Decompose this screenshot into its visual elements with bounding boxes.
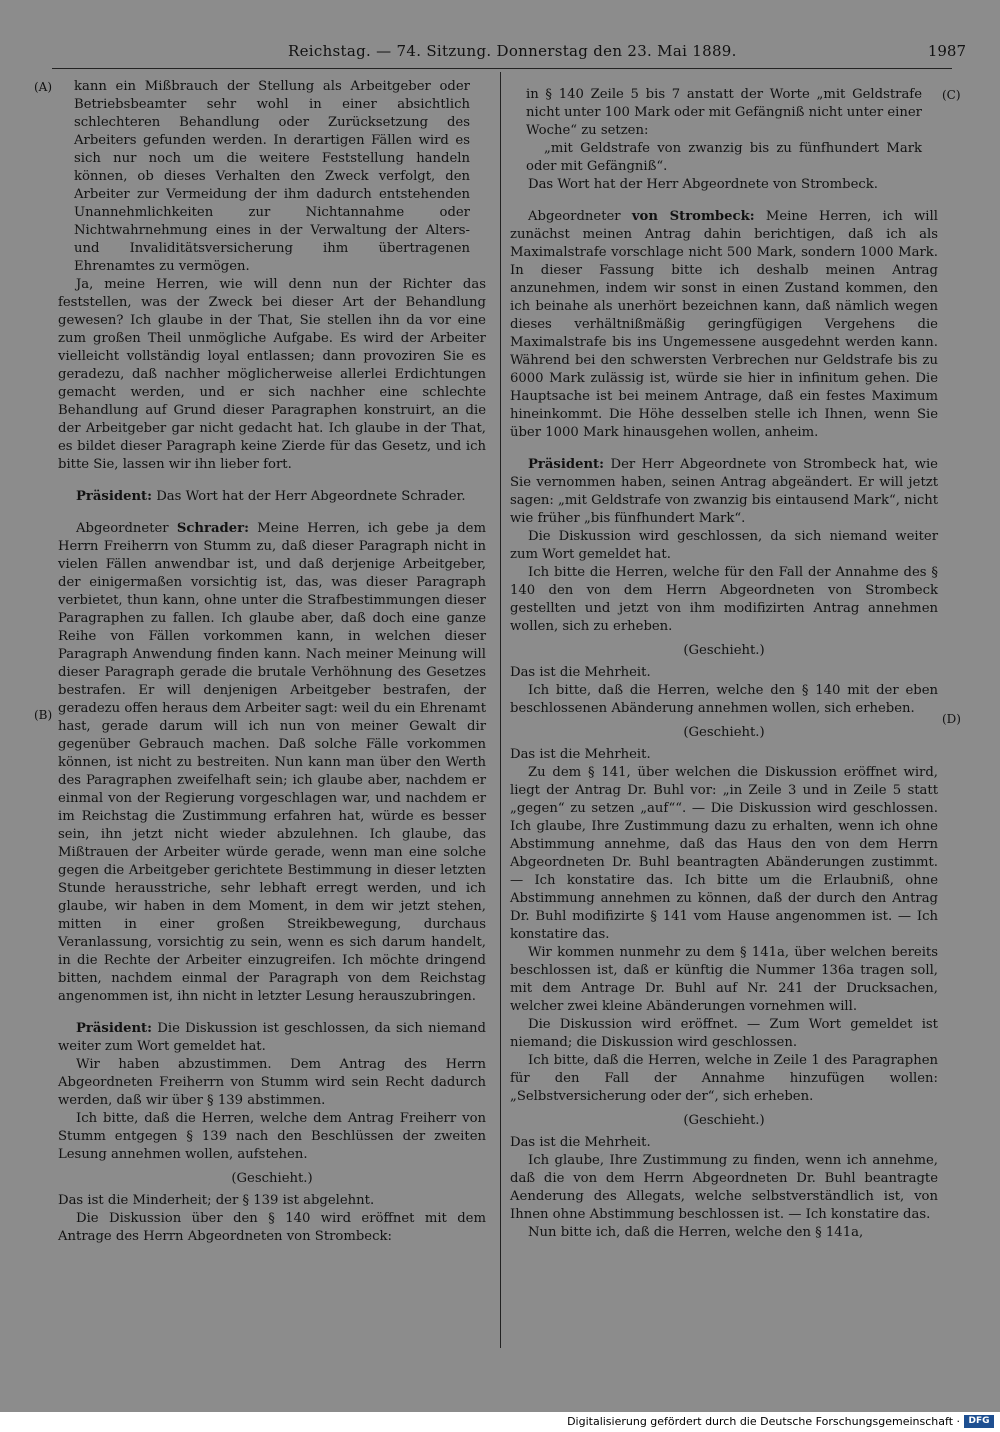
paragraph-text: Die Diskussion ist geschlossen, da sich niemand weiter zum Wort gemeldet hat.: [58, 1021, 486, 1054]
paragraph: Die Diskussion wird geschlossen, da sich niemand weiter zum Wort gemeldet hat.: [510, 529, 938, 562]
speaker-name: von Strombeck:: [631, 209, 755, 224]
stage-note: (Geschieht.): [683, 643, 765, 658]
page-header: [30, 40, 970, 64]
paragraph: Das Wort hat der Herr Abgeordnete von Strombeck.: [528, 177, 878, 192]
right-column: [510, 86, 938, 1242]
paragraph: [510, 208, 938, 442]
paragraph: [58, 488, 486, 506]
paragraph-text: Meine Herren, ich will zunächst meinen Antrag dahin berichtigen, daß ich als Maximalstrafe vorschlage nicht 500 Mark, sondern 1000 Mark. In dieser Fassung bitte ich deshalb meinen Antrag anzunehmen, indem wir sonst in einen Zustand kommen, den ich beinahe als unerhört bezeichnen kann, daß nämlich wegen dieses verhältnißmäßig geringfügigen Vergehens die Maximalstrafe bis ins Ungemessene ausgedehnt werden kann. Während bei den schwersten Verbrechen nur Geldstrafe bis zu 6000 Mark zulässig ist, würde sie hier in infinitum gehen. Die Hauptsache ist bei meinem Antrage, daß ein festes Maximum hineinkommt. Die Höhe desselben stelle ich Ihnen, wenn Sie über 1000 Mark hinausgehen wollen, anheim.: [510, 209, 938, 440]
paragraph: Ja, meine Herren, wie will denn nun der Richter das feststellen, was der Zweck bei dieser Art der Behandlung gewesen? Ich glaube in der That, Sie stellen ihn da vor eine zum großen Theil unmögliche Aufgabe. Es wird der Arbeiter vielleicht vollständig loyal entlassen; dann provoziren Sie es geradezu, daß nachher möglicherweise allerlei Erdichtungen gemacht werden, und er sich nachher eine schlechte Behandlung auf Grund dieser Paragraphen konstruirt, an die der Arbeitgeber gar nicht gedacht hat. Ich glaube in der That, es bildet dieser Paragraph keine Zierde für das Gesetz, und ich bitte Sie, lassen wir ihn lieber fort.: [58, 277, 486, 472]
stage-note: (Geschieht.): [683, 1113, 765, 1128]
amendment-quote: in § 140 Zeile 5 bis 7 anstatt der Worte „mit Geldstrafe nicht unter 100 Mark oder mit Gefängniß nicht unter einer Woche“ zu setzen:: [526, 87, 922, 138]
paragraph: [510, 456, 938, 528]
paragraph: Ich bitte, daß die Herren, welche den § 140 mit der eben beschlossenen Abänderung annehmen wollen, sich erheben.: [510, 683, 938, 716]
paragraph: Das ist die Mehrheit.: [510, 665, 651, 680]
paragraph: Die Diskussion über den § 140 wird eröffnet mit dem Antrage des Herrn Abgeordneten von Strombeck:: [58, 1211, 486, 1244]
paragraph: Nun bitte ich, daß die Herren, welche den § 141a,: [528, 1225, 864, 1240]
paragraph: Ich glaube, Ihre Zustimmung zu finden, wenn ich annehme, daß die von dem Herrn Abgeordneten Dr. Buhl beantragte Aenderung des Allegats, welche selbstverständlich ist, von Ihnen ohne Abstimmung beschlossen ist. — Ich konstatire das.: [510, 1153, 938, 1222]
speaker-name: Präsident:: [76, 1021, 153, 1036]
header-rule: [52, 68, 952, 69]
paragraph: Die Diskussion wird eröffnet. — Zum Wort gemeldet ist niemand; die Diskussion wird geschlossen.: [510, 1017, 938, 1050]
paragraph: Das ist die Mehrheit.: [510, 1135, 651, 1150]
digitization-credit: Digitalisierung gefördert durch die Deutsche Forschungsgemeinschaft ·: [567, 1415, 960, 1428]
margin-marker-b: (B): [34, 708, 53, 722]
speaker-name: Präsident:: [76, 489, 153, 504]
footer-bar: [0, 1412, 1000, 1432]
stage-note: (Geschieht.): [683, 725, 765, 740]
paragraph: Wir haben abzustimmen. Dem Antrag des Herrn Abgeordneten Freiherrn von Stumm wird sein Recht dadurch werden, daß wir über § 139 abstimmen.: [58, 1057, 486, 1108]
speaker-intro: Abgeordneter: [76, 521, 169, 536]
margin-marker-a: (A): [34, 80, 53, 94]
margin-marker-d: (D): [942, 712, 961, 726]
paragraph: Ich bitte die Herren, welche für den Fall der Annahme des § 140 den von dem Herrn Abgeordneten von Strombeck gestellten und jetzt von ihm modifizirten Antrag annehmen wollen, sich zu erheben.: [510, 565, 938, 634]
column-divider: [500, 72, 501, 1348]
paragraph: Das ist die Minderheit; der § 139 ist abgelehnt.: [58, 1193, 375, 1208]
paragraph: kann ein Mißbrauch der Stellung als Arbeitgeber oder Betriebsbeamter sehr wohl in einer absichtlich schlechteren Behandlung oder Zurücksetzung des Arbeiters gefunden werden. In derartigen Fällen wird es sich nur noch um die weitere Feststellung handeln können, ob dieses Verhalten den Zweck verfolgt, den Arbeiter zur Vermeidung der ihm dadurch entstehenden Unannehmlichkeiten zur Nichtannahme oder Nichtwahrnehmung eines in der Verwaltung der Alters- und Invaliditätsversicherung ihm übertragenen Ehrenamtes zu vermögen.: [74, 79, 470, 274]
paragraph: Das ist die Mehrheit.: [510, 747, 651, 762]
paragraph: [58, 520, 486, 1006]
stage-note: (Geschieht.): [231, 1171, 313, 1186]
left-column: [58, 78, 486, 1246]
page-number: 1987: [927, 42, 966, 60]
paragraph: Ich bitte, daß die Herren, welche dem Antrag Freiherr von Stumm entgegen § 139 nach den Beschlüssen der zweiten Lesung annehmen wollen, aufstehen.: [58, 1111, 486, 1162]
speaker-name: Schrader:: [176, 521, 249, 536]
paragraph: Zu dem § 141, über welchen die Diskussion eröffnet wird, liegt der Antrag Dr. Buhl vor: „in Zeile 3 und in Zeile 5 statt „gegen“ zu setzen „auf““. — Die Diskussion wird geschlossen. Ich glaube, Ihre Zustimmung dazu zu erhalten, wenn ich ohne Abstimmung annehme, daß das Haus den von dem Herrn Abgeordneten Dr. Buhl beantragten Abänderungen zustimmt. — Ich konstatire das. Ich bitte um die Erlaubniß, ohne Abstimmung annehmen zu können, daß der durch den Antrag Dr. Buhl modifizirte § 141 vom Hause angenommen ist. — Ich konstatire das.: [510, 765, 938, 942]
paragraph: Wir kommen nunmehr zu dem § 141a, über welchen bereits beschlossen ist, daß er künftig die Nummer 136a tragen soll, mit dem Antrage Dr. Buhl auf Nr. 241 der Drucksachen, welcher zwei kleine Abänderungen vornehmen will.: [510, 945, 938, 1014]
dfg-logo: DFG: [964, 1415, 994, 1428]
paragraph-text: Das Wort hat der Herr Abgeordnete Schrader.: [156, 489, 466, 504]
speaker-intro: Abgeordneter: [528, 209, 621, 224]
paragraph-text: Meine Herren, ich gebe ja dem Herrn Freiherrn von Stumm zu, daß dieser Paragraph nicht in vielen Fällen anwendbar ist, und daß derjenige Arbeitgeber, der einigermaßen vorsichtig ist, das, was dieser Paragraph verbietet, thun kann, ohne unter die Strafbestimmungen dieser Paragraphen zu fallen. Ich glaube aber, daß doch eine ganze Reihe von Fällen vorkommen kann, in welchen dieser Paragraph Anwendung finden kann. Nach meiner Meinung will dieser Paragraph gerade die brutale Verhöhnung des Gesetzes bestrafen. Er will denjenigen Arbeitgeber bestrafen, der geradezu offen heraus dem Arbeiter sagt: weil du ein Ehrenamt hast, gerade darum will ich nun von meiner Gewalt dir gegenüber Gebrauch machen. Daß solche Fälle vorkommen können, ist nicht zu bestreiten. Nun kann man über den Werth des Paragraphen zweifelhaft sein; ich glaube aber, nachdem er einmal von der Regierung vorgeschlagen war, und nachdem er im Reichstag die Zustimmung erfahren hat, würde es besser sein, ihn jetzt nicht wieder abzulehnen. Ich glaube, das Mißtrauen der Arbeiter würde gerade, wenn man eine solche gegen die Arbeitgeber gerichtete Bestimmung in dieser letzten Stunde herausstriche, sehr lebhaft erregt werden, und ich glaube, wir haben in dem Moment, in dem wir jetzt stehen, mitten in einer großen Streikbewegung, durchaus Veranlassung, vorsichtig zu sein, wenn es sich darum handelt, in die Rechte der Arbeiter einzugreifen. Ich möchte dringend bitten, nachdem einmal der Paragraph von dem Reichstag angenommen ist, ihn nicht in letzter Lesung herauszubringen.: [58, 521, 486, 1004]
header-title: Reichstag. — 74. Sitzung. Donnerstag den 23. Mai 1889.: [288, 42, 737, 60]
paragraph-text: Der Herr Abgeordnete von Strombeck hat, wie Sie vernommen haben, seinen Antrag abgeändert. Er will jetzt sagen: „mit Geldstrafe von zwanzig bis eintausend Mark“, nicht wie früher „bis fünfhundert Mark“.: [510, 457, 938, 526]
paragraph: [58, 1020, 486, 1056]
margin-marker-c: (C): [942, 88, 961, 102]
amendment-quote: „mit Geldstrafe von zwanzig bis zu fünfhundert Mark oder mit Gefängniß“.: [526, 141, 922, 174]
speaker-name: Präsident:: [528, 457, 605, 472]
paragraph: Ich bitte, daß die Herren, welche in Zeile 1 des Paragraphen für den Fall der Annahme hinzufügen wollen: „Selbstversicherung oder der“, sich erheben.: [510, 1053, 938, 1104]
